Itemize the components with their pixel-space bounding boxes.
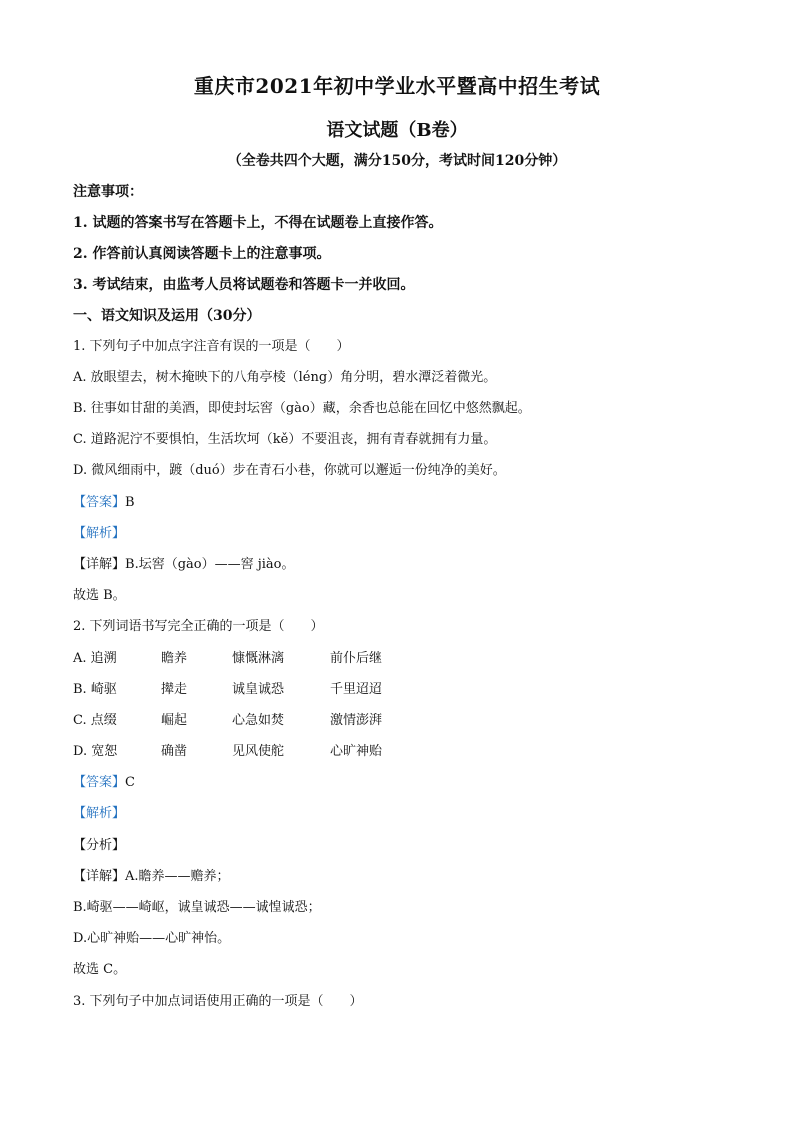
q2-cell: 撵走 bbox=[161, 682, 188, 697]
q1-option-a: A. 放眼望去，树木掩映下的八角亭棱（léng）角分明，碧水潭泛着微光。 bbox=[73, 370, 497, 385]
q1-option-c: C. 道路泥泞不要惧怕，生活坎坷（kě）不要沮丧，拥有青春就拥有力量。 bbox=[73, 432, 497, 447]
q1-detail bbox=[73, 555, 295, 575]
q2-cell: 诚皇诚恐 bbox=[232, 682, 285, 697]
q1-option-d: D. 微风细雨中，踱（duó）步在青石小巷，你就可以邂逅一份纯净的美好。 bbox=[73, 463, 506, 478]
q2-answer bbox=[73, 773, 135, 793]
detail-text: A.瞻养——赡养； bbox=[125, 869, 230, 884]
notice-item-1: 1. 试题的答案书写在答题卡上，不得在试题卷上直接作答。 bbox=[73, 215, 443, 231]
q2-cell: 心旷神贻 bbox=[330, 744, 383, 759]
q2-cell: 前仆后继 bbox=[330, 651, 383, 666]
q2-cell: 心急如焚 bbox=[232, 713, 285, 728]
exam-subtitle: 语文试题（B卷） bbox=[326, 120, 468, 141]
section1-heading: 一、语文知识及运用（30分） bbox=[73, 308, 261, 324]
q1-stem: 1. 下列句子中加点字注音有误的一项是（ ） bbox=[73, 339, 350, 354]
q2-cell: C. 点缀 bbox=[73, 713, 117, 728]
exam-title: 重庆市2021年初中学业水平暨高中招生考试 bbox=[193, 74, 601, 98]
notice-item-3: 3. 考试结束，由监考人员将试题卷和答题卡一并收回。 bbox=[73, 277, 415, 293]
q2-cell: D. 宽恕 bbox=[73, 744, 118, 759]
detail-tag: 【详解】 bbox=[73, 557, 126, 572]
q2-fenxi-tag: 【分析】 bbox=[73, 838, 126, 853]
q2-cell: B. 崎驱 bbox=[73, 682, 117, 697]
answer-tag: 【答案】 bbox=[73, 495, 126, 510]
detail-tag: 【详解】 bbox=[73, 869, 126, 884]
q2-stem: 2. 下列词语书写完全正确的一项是（ ） bbox=[73, 619, 324, 634]
notice-item-2: 2. 作答前认真阅读答题卡上的注意事项。 bbox=[73, 246, 331, 262]
q3-stem: 3. 下列句子中加点词语使用正确的一项是（ ） bbox=[73, 994, 363, 1009]
q2-cell: 瞻养 bbox=[161, 651, 188, 666]
answer-tag: 【答案】 bbox=[73, 775, 126, 790]
exam-note: （全卷共四个大题，满分150分，考试时间120分钟） bbox=[227, 153, 567, 169]
q1-conclusion: 故选 B。 bbox=[73, 588, 126, 603]
q1-analysis-tag: 【解析】 bbox=[73, 526, 126, 541]
q2-cell: 确凿 bbox=[161, 744, 188, 759]
q2-cell: 激情澎湃 bbox=[330, 713, 383, 728]
q1-option-b: B. 往事如甘甜的美酒，即使封坛窖（gào）藏，余香也总能在回忆中悠然飘起。 bbox=[73, 401, 531, 416]
q2-cell: 慷慨淋漓 bbox=[232, 651, 285, 666]
q2-cell: A. 追溯 bbox=[73, 651, 117, 666]
q2-analysis-tag: 【解析】 bbox=[73, 806, 126, 821]
q2-conclusion: 故选 C。 bbox=[73, 962, 127, 977]
q2-detail-line-b: B.崎驱——崎岖，诚皇诚恐——诚惶诚恐； bbox=[73, 900, 321, 915]
answer-value: B bbox=[125, 495, 135, 510]
q2-detail bbox=[73, 867, 230, 887]
q2-detail-line-d: D.心旷神贻——心旷神怡。 bbox=[73, 931, 231, 946]
q2-cell: 千里迢迢 bbox=[330, 682, 383, 697]
notices-heading: 注意事项： bbox=[73, 184, 143, 200]
q1-answer bbox=[73, 493, 135, 513]
answer-value: C bbox=[125, 775, 135, 790]
q2-cell: 见风使舵 bbox=[232, 744, 285, 759]
q2-cell: 崛起 bbox=[161, 713, 188, 728]
detail-text: B.坛窖（gào）——窖 jiào。 bbox=[125, 557, 295, 572]
